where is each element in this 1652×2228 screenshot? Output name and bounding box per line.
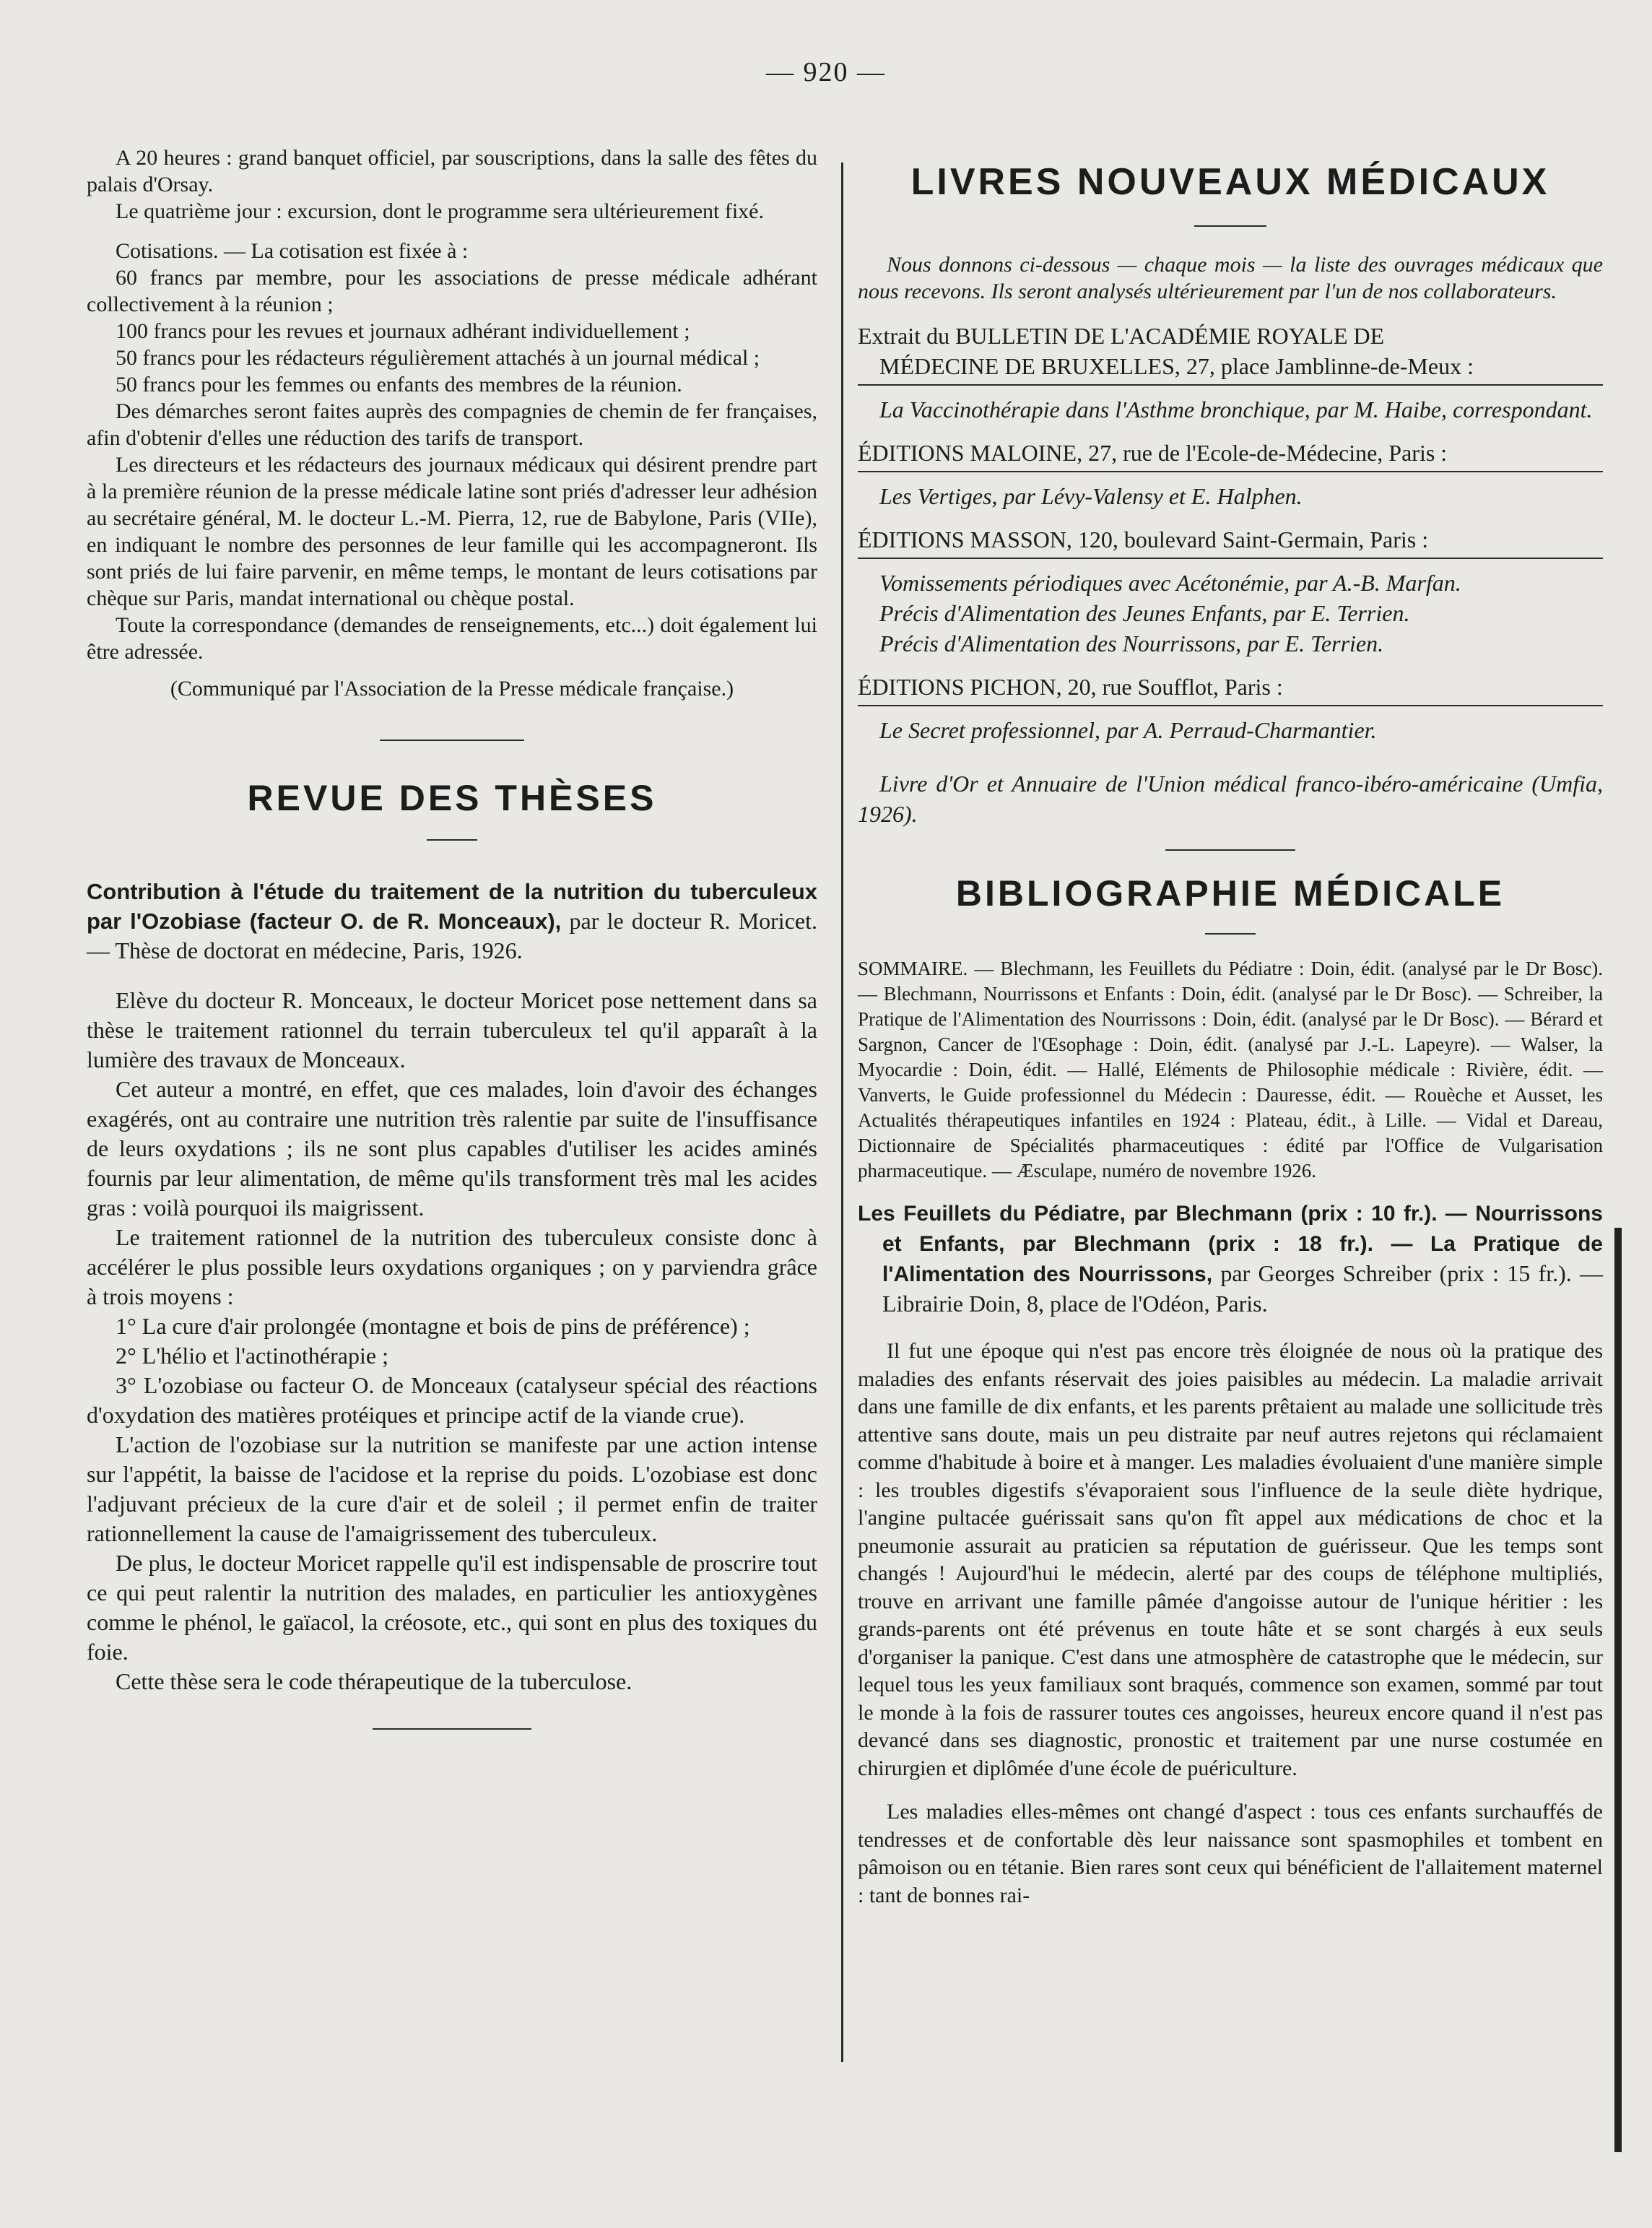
- sommaire: SOMMAIRE. — Blechmann, les Feuillets du Pédiatre : Doin, édit. (analysé par le Dr Bosc). — Blechmann, Nourrissons et Enfants : Doin, édit. (analysé par le Dr Bosc). — Schreiber, la Pratique de l'Alimentation des Nourrissons : Doin, édit. (analysé par le Dr Bosc). — Bérard et Sargnon, Cancer de l'Œsophage : Doin, édit. (analysé par J.-L. Lapeyre). — Walser, la Myocardie : Doin, édit. — Hallé, Eléments de Philosophie médicale : Rivière, édit. — Vanverts, le Guide professionnel du Médecin : Dauresse, édit. — Rouèche et Ausset, les Actualités thérapeutiques infantiles en 1924 : Plateau, édit., à Lille. — Vidal et Dareau, Dictionnaire de Spécialités pharmaceutiques : édité par l'Office de Vulgarisation pharmaceutique. — Æsculape, numéro de novembre 1926.: [858, 958, 1603, 1182]
- separator: [380, 740, 524, 741]
- book-item: Les Vertiges, par Lévy-Valensy et E. Halphen.: [879, 483, 1303, 509]
- separator: [858, 471, 1603, 472]
- paragraph: Il fut une époque qui n'est pas encore très éloignée de nous où la pratique des maladies des enfants réservait des joies paisibles au médecin. La maladie arrivait dans une famille de dix enfants, et les parents prêtaient au malade une sollicitude très attentive sans doute, mais un peu distraite par neuf autres rejetons qui réclamaient comme d'habitude à boire et à manger. Les maladies évoluaient d'une manière simple : les troubles digestifs s'évaporaient sous l'influence de la seule diète hydrique, l'angine pultacée guérissait sans qu'on fît appel aux médications de choc et la pneumonie assurait au praticien sa réputation de guérisseur. Que les temps sont changés ! Aujourd'hui le médecin, alerté par des coups de téléphone multipliés, trouve en arrivant une famille pâmée d'angoisse autour de l'unique héritier : les grands-parents ont été prévenus en toute hâte et se sont chargés à eux seuls d'organiser la panique. C'est dans une atmosphère de catastrophe que le médecin, sur lequel tous les yeux familiaux sont braqués, commence son examen, sommé par tout le monde à la fois de rassurer toutes ces angoisses, heureux encore quand il n'est pas devancé dans ses diagnostic, pronostic et traitement par une nurse costumée en chirurgien et diplômée d'une école de puériculture.: [858, 1339, 1603, 1780]
- list-item: 2° L'hélio et l'actinothérapie ;: [116, 1343, 388, 1369]
- separator: [1165, 849, 1295, 851]
- paragraph: 100 francs pour les revues et journaux adhérant individuellement ;: [116, 319, 690, 343]
- column-divider: [841, 162, 843, 2062]
- publisher-heading: ÉDITIONS MASSON, 120, boulevard Saint-Germain, Paris :: [858, 526, 1429, 552]
- paragraph: Elève du docteur R. Monceaux, le docteur Moricet pose nettement dans sa thèse le traitement rationnel du terrain tuberculeux tel qu'il apparaît à la lumière des travaux de Monceaux.: [87, 987, 817, 1072]
- paragraph: Le quatrième jour : excursion, dont le programme sera ultérieurement fixé.: [116, 199, 764, 223]
- paragraph: 60 francs par membre, pour les associations de presse médicale adhérant collectivement à la réunion ;: [87, 266, 817, 316]
- review-heading: [858, 1198, 1603, 1319]
- separator: [858, 384, 1603, 386]
- margin-bar: [1614, 1228, 1622, 2152]
- review-publisher: par Georges Schreiber (prix : 15 fr.). — Librairie Doin, 8, place de l'Odéon, Paris.: [882, 1260, 1604, 1317]
- paragraph: Les maladies elles-mêmes ont changé d'aspect : tous ces enfants surchauffés de tendresses et de confortable dès leur naissance sont spasmophiles et tombent en pâmoison ou en tétanie. Bien rares sont ceux qui bénéficient de l'allaitement maternel : tant de bonnes rai-: [858, 1800, 1603, 1907]
- paragraph: De plus, le docteur Moricet rappelle qu'il est indispensable de proscrire tout ce qui peut ralentir la nutrition des malades, en particulier les antioxygènes comme le phénol, le gaïacol, la créosote, etc., qui sont en plus des toxiques du foie.: [87, 1550, 817, 1665]
- thesis-author: par le docteur R. Moricet. — Thèse de doctorat en médecine, Paris, 1926.: [87, 908, 817, 963]
- book-item: La Vaccinothérapie dans l'Asthme bronchique, par M. Haibe, correspondant.: [879, 396, 1593, 422]
- right-column: [858, 144, 1603, 1910]
- publisher-heading: ÉDITIONS MALOINE, 27, rue de l'Ecole-de-Médecine, Paris :: [858, 440, 1448, 466]
- paragraph: Les directeurs et les rédacteurs des journaux médicaux qui désirent prendre part à la première réunion de la presse médicale latine sont priés d'adresser leur adhésion au secrétaire général, M. le docteur L.-M. Pierra, 12, rue de Babylone, Paris (VIIe), en indiquant le nombre des personnes de leur famille qui les accompagneront. Ils sont priés de lui faire parvenir, en même temps, le montant de leurs cotisations par chèque sur Paris, mandat international ou chèque postal.: [87, 453, 817, 610]
- paragraph: Cette thèse sera le code thérapeutique de la tuberculose.: [116, 1668, 632, 1694]
- communique: (Communiqué par l'Association de la Presse médicale française.): [170, 677, 734, 701]
- section-title-livres: LIVRES NOUVEAUX MÉDICAUX: [910, 161, 1550, 203]
- thesis-title: Contribution à l'étude du traitement de la nutrition du tuberculeux par l'Ozobiase (facteur O. de R. Monceaux),: [87, 879, 817, 934]
- book-item: Vomissements périodiques avec Acétonémie, par A.-B. Marfan.: [879, 570, 1461, 596]
- paragraph: Des démarches seront faites auprès des compagnies de chemin de fer françaises, afin d'obtenir d'elles une réduction des tarifs de transport.: [87, 399, 817, 450]
- list-item: 3° L'ozobiase ou facteur O. de Monceaux (catalyseur spécial des réactions d'oxydation des matières protéiques et principe actif de la viande crue).: [87, 1372, 817, 1428]
- paragraph: 50 francs pour les femmes ou enfants des membres de la réunion.: [116, 373, 682, 396]
- separator: [858, 558, 1603, 559]
- separator: [858, 705, 1603, 706]
- book-item: Le Secret professionnel, par A. Perraud-Charmantier.: [879, 717, 1377, 743]
- paragraph: A 20 heures : grand banquet officiel, par souscriptions, dans la salle des fêtes du palais d'Orsay.: [87, 146, 817, 196]
- page-number: — 920 —: [766, 57, 886, 87]
- separator: [373, 1728, 531, 1730]
- book-item: Livre d'Or et Annuaire de l'Union médical franco-ibéro-américaine (Umfia, 1926).: [858, 771, 1603, 827]
- paragraph: Cet auteur a montré, en effet, que ces malades, loin d'avoir des échanges exagérés, ont au contraire une nutrition très ralentie par suite de l'insuffisance de leurs oxydations ; ils ne sont plus capables d'utiliser les acides aminés fournis par leur alimentation, de même qu'ils transforment très mal les acides gras : voilà pourquoi ils maigrissent.: [87, 1076, 817, 1221]
- paragraph: Cotisations. — La cotisation est fixée à :: [116, 239, 469, 263]
- book-item: Précis d'Alimentation des Nourrissons, par E. Terrien.: [879, 630, 1384, 656]
- publisher-heading: ÉDITIONS PICHON, 20, rue Soufflot, Paris :: [858, 674, 1283, 700]
- intro: Nous donnons ci-dessous — chaque mois — la liste des ouvrages médicaux que nous recevons. Ils seront analysés ultérieurement par l'un de nos collaborateurs.: [858, 253, 1603, 303]
- separator: [1194, 225, 1266, 227]
- paragraph: L'action de l'ozobiase sur la nutrition se manifeste par une action intense sur l'appétit, la baisse de l'acidose et la reprise du poids. L'ozobiase est donc l'adjuvant précieux de la cure d'air et de soleil ; il permet enfin de traiter rationnellement la cause de l'amaigrissement des tuberculeux.: [87, 1431, 817, 1546]
- thesis-citation: [87, 877, 817, 966]
- left-column: [87, 144, 817, 1730]
- paragraph: Le traitement rationnel de la nutrition des tuberculeux consiste donc à accélérer le plus possible leurs oxydations organiques ; on y parviendra grâce à trois moyens :: [87, 1224, 817, 1309]
- review-titles: Les Feuillets du Pédiatre, par Blechmann (prix : 10 fr.). — Nourrissons et Enfants, par Blechmann (prix : 18 fr.). — La Pratique de l'Alimentation des Nourrissons,: [858, 1202, 1603, 1286]
- section-title-bibliographie: BIBLIOGRAPHIE MÉDICALE: [955, 873, 1505, 914]
- book-item: Précis d'Alimentation des Jeunes Enfants, par E. Terrien.: [879, 600, 1410, 626]
- publisher-heading: MÉDECINE DE BRUXELLES, 27, place Jamblinne-de-Meux :: [879, 353, 1474, 379]
- paragraph: 50 francs pour les rédacteurs régulièrement attachés à un journal médical ;: [116, 346, 760, 370]
- separator: [1205, 933, 1256, 935]
- publisher-heading: Extrait du BULLETIN DE L'ACADÉMIE ROYALE DE: [858, 323, 1385, 349]
- section-title-theses: REVUE DES THÈSES: [247, 778, 657, 818]
- list-item: 1° La cure d'air prolongée (montagne et bois de pins de préférence) ;: [116, 1313, 750, 1339]
- paragraph: Toute la correspondance (demandes de renseignements, etc...) doit également lui être adressée.: [87, 613, 817, 664]
- separator: [427, 839, 477, 841]
